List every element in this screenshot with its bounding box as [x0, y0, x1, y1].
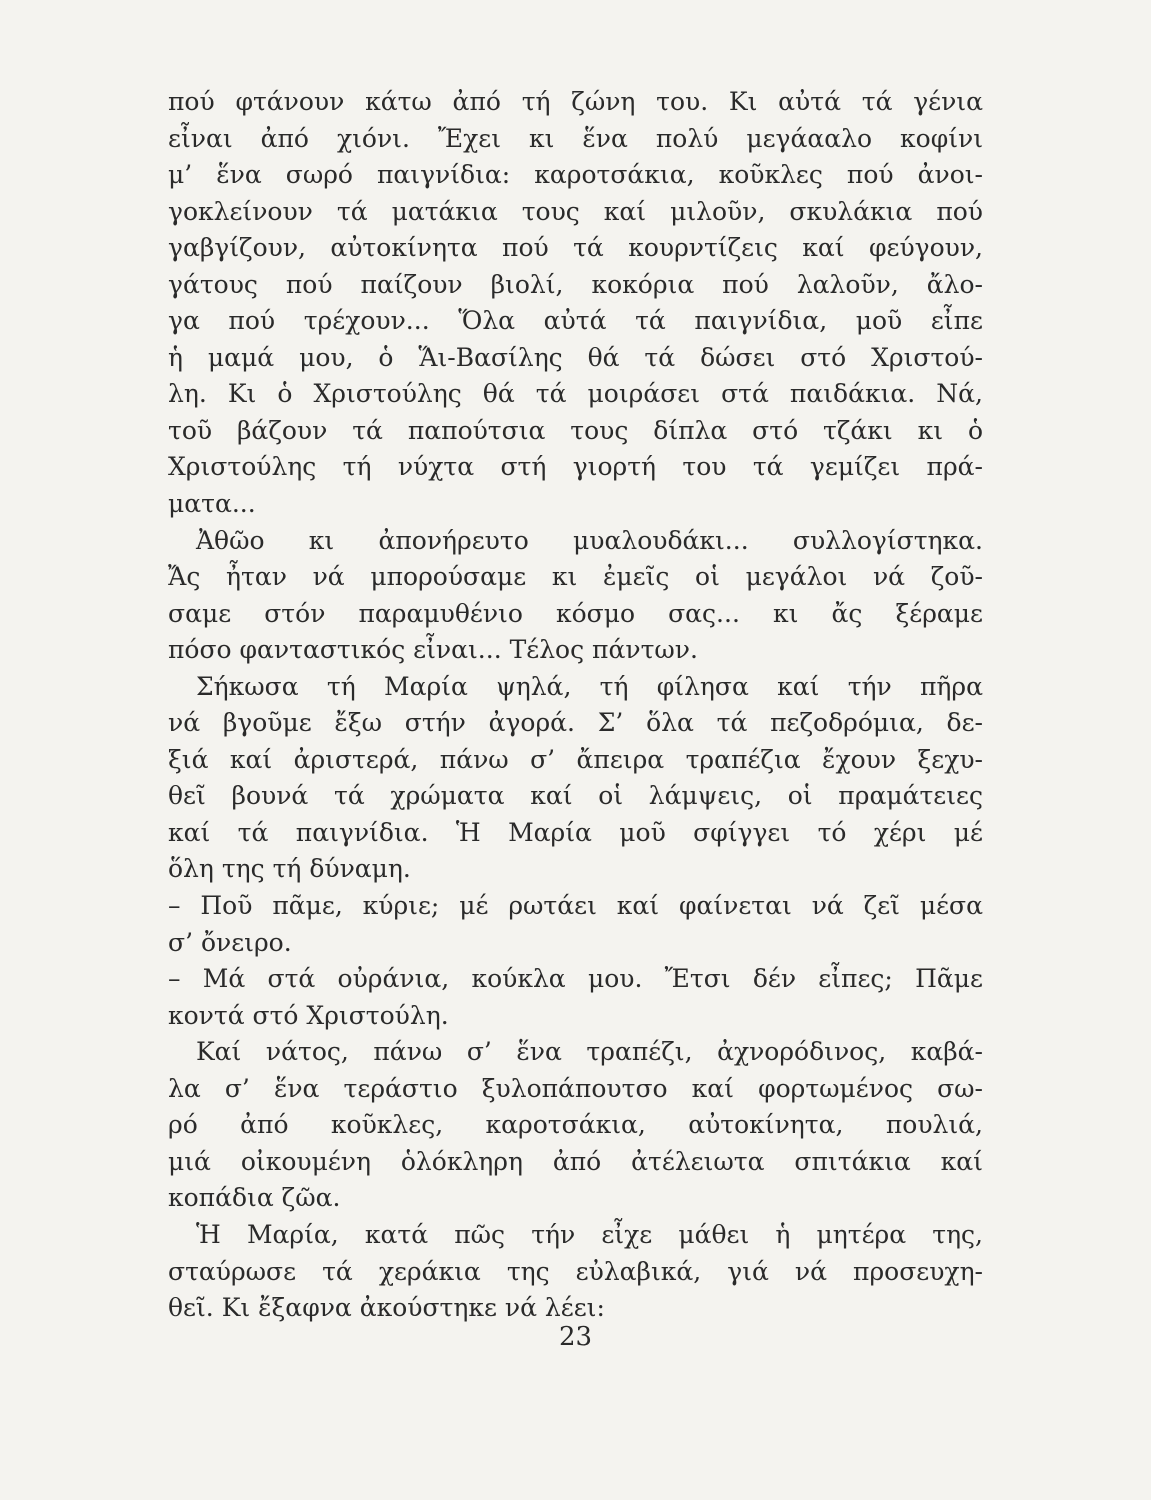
text-line: ρό ἀπό κοῦκλες, καροτσάκια, αὐτοκίνητα, πουλιά,	[168, 1110, 983, 1140]
text-line: πού φτάνουν κάτω ἀπό τή ζώνη του. Κι αὐτά τά γένια	[168, 87, 983, 116]
text-line: – Ποῦ πᾶμε, κύριε; μέ ρωτάει καί φαίνεται νά ζεῖ μέσα	[168, 891, 983, 921]
text-line: Σήκωσα τή Μαρία ψηλά, τή φίλησα καί τήν πῆρα	[196, 671, 983, 701]
text-line: κοπάδια ζῶα.	[168, 1183, 341, 1213]
body-text	[168, 84, 983, 1327]
text-line: εἶναι ἀπό χιόνι. Ἔχει κι ἕνα πολύ μεγάααλο κοφίνι	[168, 123, 983, 153]
text-line: Ἄς ἦταν νά μπορούσαμε κι ἐμεῖς οἱ μεγάλοι νά ζοῦ-	[168, 562, 983, 592]
text-line: μ’ ἕνα σωρό παιγνίδια: καροτσάκια, κοῦκλες πού ἀνοι-	[168, 160, 983, 190]
text-line: πόσο φανταστικός εἶναι... Τέλος πάντων.	[168, 635, 698, 665]
text-line: ματα...	[168, 489, 256, 519]
text-line: μιά οἰκουμένη ὁλόκληρη ἀπό ἀτέλειωτα σπιτάκια καί	[168, 1146, 983, 1176]
text-line: ὅλη της τή δύναμη.	[168, 854, 411, 884]
text-line: καί τά παιγνίδια. Ἡ Μαρία μοῦ σφίγγει τό χέρι μέ	[168, 817, 983, 847]
text-line: σ’ ὄνειρο.	[168, 927, 292, 957]
text-line: γα πού τρέχουν... Ὅλα αὐτά τά παιγνίδια, μοῦ εἶπε	[168, 306, 983, 336]
text-line: κοντά στό Χριστούλη.	[168, 1000, 449, 1030]
text-line: – Μά στά οὐράνια, κούκλα μου. Ἔτσι δέν εἶπες; Πᾶμε	[168, 964, 983, 994]
page-number: 23	[558, 1322, 593, 1352]
text-line: σαμε στόν παραμυθένιο κόσμο σας... κι ἄς ξέραμε	[168, 598, 983, 628]
text-line: Χριστούλης τή νύχτα στή γιορτή του τά γεμίζει πρά-	[168, 452, 983, 482]
text-line: νά βγοῦμε ἔξω στήν ἀγορά. Σ’ ὅλα τά πεζοδρόμια, δε-	[168, 708, 983, 738]
text-line: γάτους πού παίζουν βιολί, κοκόρια πού λαλοῦν, ἄλο-	[168, 269, 983, 299]
text-line: σταύρωσε τά χεράκια της εὐλαβικά, γιά νά προσευχη-	[168, 1256, 983, 1286]
text-line: ξιά καί ἀριστερά, πάνω σ’ ἄπειρα τραπέζια ἔχουν ξεχυ-	[168, 744, 983, 774]
text-line: λη. Κι ὁ Χριστούλης θά τά μοιράσει στά παιδάκια. Νά,	[168, 379, 983, 409]
text-line: γοκλείνουν τά ματάκια τους καί μιλοῦν, σκυλάκια πού	[168, 196, 983, 226]
text-line: ἡ μαμά μου, ὁ Ἅι-Βασίλης θά τά δώσει στό Χριστού-	[168, 342, 983, 372]
text-line: Ἡ Μαρία, κατά πῶς τήν εἶχε μάθει ἡ μητέρα της,	[196, 1219, 983, 1249]
text-line: γαβγίζουν, αὐτοκίνητα πού τά κουρντίζεις καί φεύγουν,	[168, 233, 983, 263]
text-line: τοῦ βάζουν τά παπούτσια τους δίπλα στό τζάκι κι ὁ	[168, 415, 983, 445]
text-line: λα σ’ ἕνα τεράστιο ξυλοπάπουτσο καί φορτωμένος σω-	[168, 1073, 983, 1103]
text-line: θεῖ. Κι ἔξαφνα ἀκούστηκε νά λέει:	[168, 1293, 605, 1323]
text-line: θεῖ βουνά τά χρώματα καί οἱ λάμψεις, οἱ πραμάτειες	[168, 781, 983, 811]
text-line: Καί νάτος, πάνω σ’ ἕνα τραπέζι, ἀχνορόδινος, καβά-	[196, 1037, 983, 1067]
text-line: Ἀθῶο κι ἀπονήρευτο μυαλουδάκι... συλλογίστηκα.	[196, 525, 983, 555]
